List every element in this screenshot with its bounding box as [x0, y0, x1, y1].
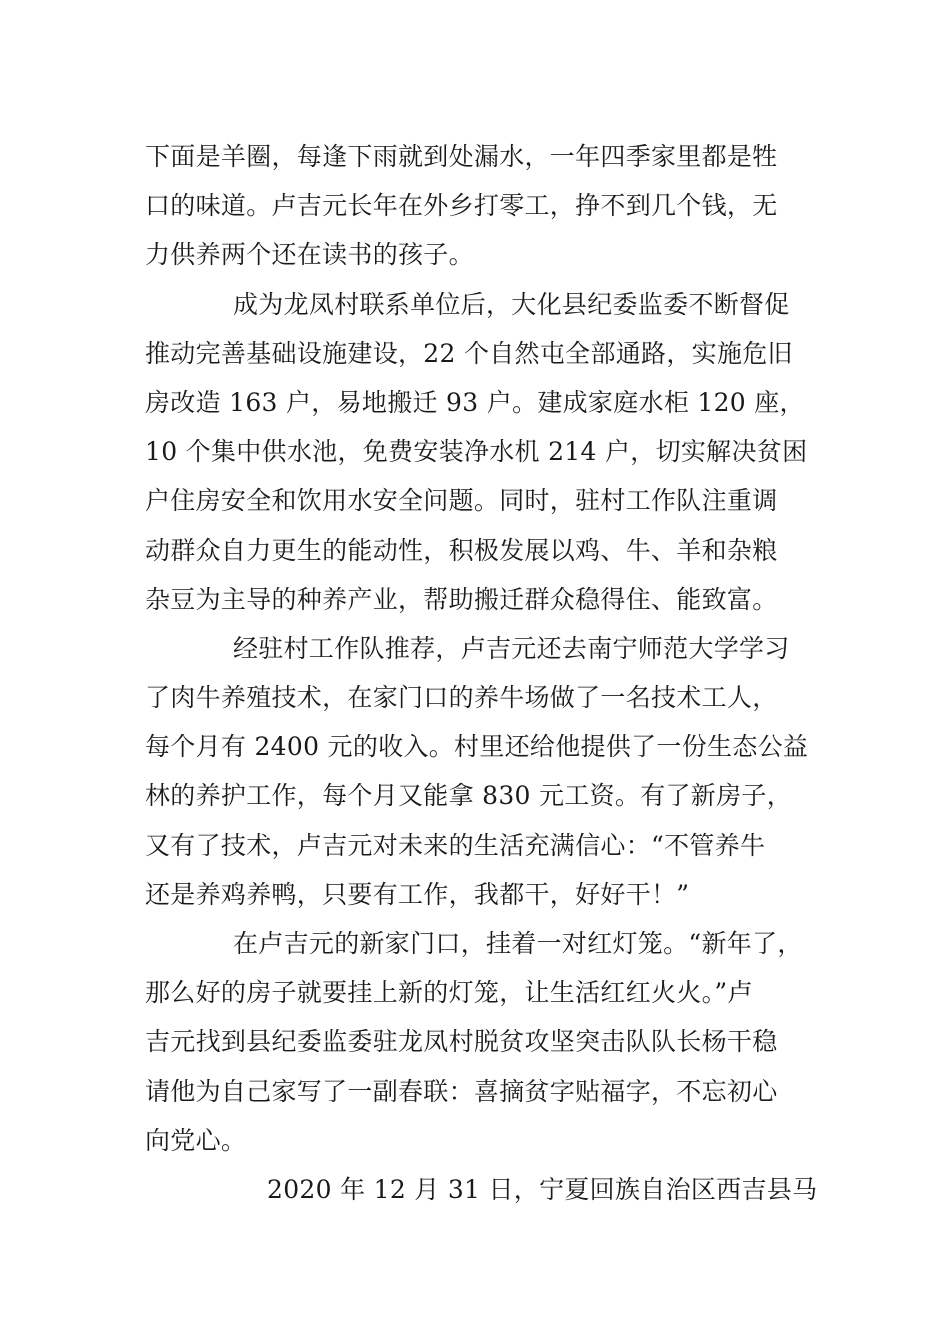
text-line: 10 个集中供水池，免费安装净水机 214 户，切实解决贫困: [145, 437, 808, 467]
text-line: 向党心。: [145, 1125, 247, 1155]
text-line: 在卢吉元的新家门口，挂着一对红灯笼。“新年了，: [233, 929, 803, 958]
text-line: 2020 年 12 月 31 日，宁夏回族自治区西吉县马: [267, 1174, 818, 1204]
paragraph-3: [145, 624, 825, 919]
text-line: 吉元找到县纪委监委驻龙凤村脱贫攻坚突击队队长杨干稳: [145, 1027, 778, 1057]
text-line: 又有了技术，卢吉元对未来的生活充满信心：“不管养牛: [145, 830, 766, 860]
text-line: 房改造 163 户，易地搬迁 93 户。建成家庭水柜 120 座，: [145, 387, 805, 417]
text-line: 户住房安全和饮用水安全问题。同时，驻村工作队注重调: [145, 486, 778, 516]
text-line: 经驻村工作队推荐，卢吉元还去南宁师范大学学习: [233, 633, 790, 663]
text-line: 动群众自力更生的能动性，积极发展以鸡、牛、羊和杂粮: [145, 535, 778, 565]
text-line: 还是养鸡养鸭，只要有工作，我都干，好好干！”: [145, 879, 690, 909]
text-line: 那么好的房子就要挂上新的灯笼，让生活红红火火。”卢: [145, 978, 753, 1008]
text-line: 每个月有 2400 元的收入。村里还给他提供了一份生态公益: [145, 732, 809, 762]
text-line: 请他为自己家写了一副春联：喜摘贫字贴福字，不忘初心: [145, 1076, 778, 1106]
paragraph-1: [145, 132, 825, 280]
text-line: 下面是羊圈，每逢下雨就到处漏水，一年四季家里都是牲: [145, 142, 778, 171]
paragraph-4: [145, 919, 825, 1165]
paragraph-5: [145, 1165, 825, 1214]
body-text: [145, 132, 825, 1214]
text-line: 成为龙凤村联系单位后，大化县纪委监委不断督促: [233, 289, 790, 319]
text-line: 推动完善基础设施建设，22 个自然屯全部通路，实施危旧: [145, 338, 793, 368]
text-line: 杂豆为主导的种养产业，帮助搬迁群众稳得住、能致富。: [145, 584, 778, 614]
text-line: 力供养两个还在读书的孩子。: [145, 240, 474, 270]
text-line: 口的味道。卢吉元长年在外乡打零工，挣不到几个钱，无: [145, 191, 778, 221]
paragraph-2: [145, 280, 825, 624]
text-line: 了肉牛养殖技术，在家门口的养牛场做了一名技术工人，: [145, 683, 778, 713]
text-line: 林的养护工作，每个月又能拿 830 元工资。有了新房子，: [145, 781, 793, 811]
